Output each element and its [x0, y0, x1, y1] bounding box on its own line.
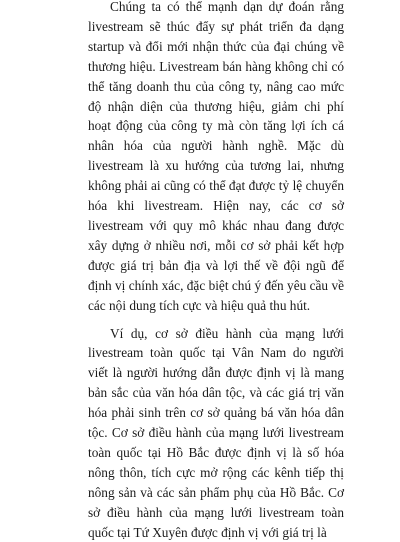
body-text: [88, 0, 344, 542]
paragraph-1: Chúng ta có thể mạnh dạn dự đoán rằng livestream sẽ thúc đẩy sự phát triển đa dạng startup và đổi mới nhận thức của đại chúng về thương hiệu. Livestream bán hàng không chỉ có thể tăng doanh thu của công ty, nâng cao mức độ nhận diện của thương hiệu, giảm chi phí hoạt động của công ty mà còn tăng lợi ích cá nhân hóa của người hành nghề. Mặc dù livestream là xu hướng của tương lai, nhưng không phải ai cũng có thể đạt được tỷ lệ chuyển hóa khi livestream. Hiện nay, các cơ sở livestream với quy mô khác nhau đang được xây dựng ở nhiều nơi, mỗi cơ sở phải kết hợp được giá trị bản địa và lợi thế về đội ngũ để định vị chính xác, đặc biệt chú ý đến yêu cầu về các nội dung tích cực và hiệu quả thu hút.: [88, 0, 344, 316]
paragraph-2: Ví dụ, cơ sở điều hành của mạng lưới livestream toàn quốc tại Vân Nam do người viết là người hướng dẫn được định vị là mang bản sắc của văn hóa dân tộc, và các giá trị văn hóa phải sinh trên cơ sở quảng bá văn hóa dân tộc. Cơ sở điều hành của mạng lưới livestream toàn quốc tại Hồ Bắc được định vị là số hóa nông thôn, tích cực mở rộng các kênh tiếp thị nông sản và các sản phẩm phụ của Hồ Bắc. Cơ sở điều hành của mạng lưới livestream toàn quốc tại Tứ Xuyên được định vị với giá trị là: [88, 324, 344, 542]
